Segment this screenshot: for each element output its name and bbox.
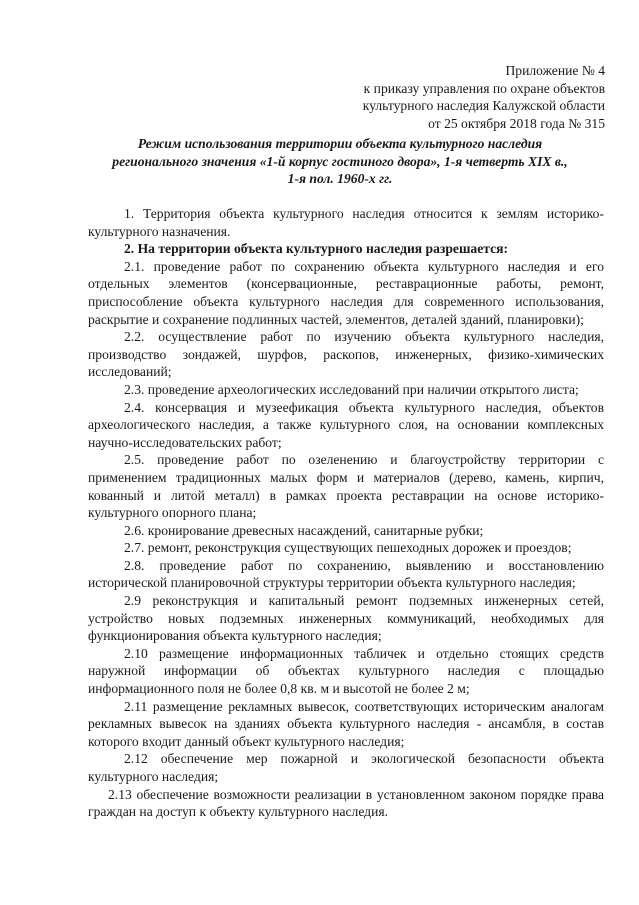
paragraph-2-3: 2.3. проведение археологических исследований при наличии открытого листа;	[124, 381, 579, 397]
paragraph-2-6: 2.6. кронирование древесных насаждений, санитарные рубки;	[124, 522, 484, 538]
paragraph-2-1: 2.1. проведение работ по сохранению объекта культурного наследия и его отдельных элементов (консервационные, реставрационные работы, ремонт, приспособление объекта культурного наследия для современного использования, раскрытие и сохранение подлинных частей, элементов, деталей зданий, планировки);	[88, 258, 604, 327]
paragraph-2-9: 2.9 реконструкция и капитальный ремонт подземных инженерных сетей, устройство новых подземных инженерных коммуникаций, необходимых для функционирования объекта культурного наследия;	[88, 593, 604, 644]
paragraph-2-4: 2.4. консервация и музеефикация объекта культурного наследия, объектов археологического наследия, а также культурного слоя, на основании комплексных научно-исследовательских работ;	[88, 399, 604, 450]
title-line-1: Режим использования территории объекта культурного наследия	[137, 136, 543, 151]
appendix-number: Приложение № 4	[505, 63, 605, 78]
document-title	[70, 135, 610, 188]
paragraph-2-13: 2.13 обеспечение возможности реализации в установленном законом порядке права граждан на доступ к объекту культурного наследия.	[88, 786, 604, 820]
appendix-header	[363, 62, 605, 132]
document-body	[88, 205, 604, 821]
paragraph-2-12: 2.12 обеспечение мер пожарной и экологической безопасности объекта культурного наследия;	[88, 751, 604, 784]
paragraph-2-7: 2.7. ремонт, реконструкция существующих пешеходных дорожек и проездов;	[124, 540, 572, 556]
paragraph-2-10: 2.10 размещение информационных табличек и отдельно стоящих средств наружной информации об объектах культурного наследия с площадью информационного поля не более 0,8 кв. м и высотой не более 2 м;	[88, 645, 604, 697]
paragraph-2-11: 2.11 размещение рекламных вывесок, соответствующих историческим аналогам рекламных вывесок на зданиях объекта культурного наследия - ансамбля, в состав которого входит данный объект культурного наследия;	[88, 698, 604, 749]
paragraph-2-2: 2.2. осуществление работ по изучению объекта культурного наследия, производство зондажей, шурфов, раскопов, инженерных, физико-химических исследований;	[88, 329, 604, 380]
appendix-order-ref: к приказу управления по охране объектов	[363, 80, 605, 96]
paragraph-2-5: 2.5. проведение работ по озеленению и благоустройству территории с применением традиционных малых форм и материалов (дерево, камень, кирпич, кованный и литой металл) в рамках проекта реставрации на основе историко-культурного опорного плана;	[88, 452, 604, 521]
paragraph-1: 1. Территория объекта культурного наследия относится к землям историко-культурного назначения.	[88, 206, 604, 239]
appendix-authority: культурного наследия Калужской области	[362, 98, 605, 113]
appendix-date: от 25 октября 2018 года № 315	[428, 115, 605, 131]
title-line-3: 1-я пол. 1960-х гг.	[287, 171, 393, 186]
paragraph-2-heading: 2. На территории объекта культурного наследия разрешается:	[124, 241, 509, 257]
paragraph-2-8: 2.8. проведение работ по сохранению, выявлению и восстановлению исторической планировочной структуры территории объекта культурного наследия;	[88, 557, 604, 591]
title-line-2: регионального значения «1-й корпус гостиного двора», 1-я четверть XIX в.,	[112, 153, 568, 169]
